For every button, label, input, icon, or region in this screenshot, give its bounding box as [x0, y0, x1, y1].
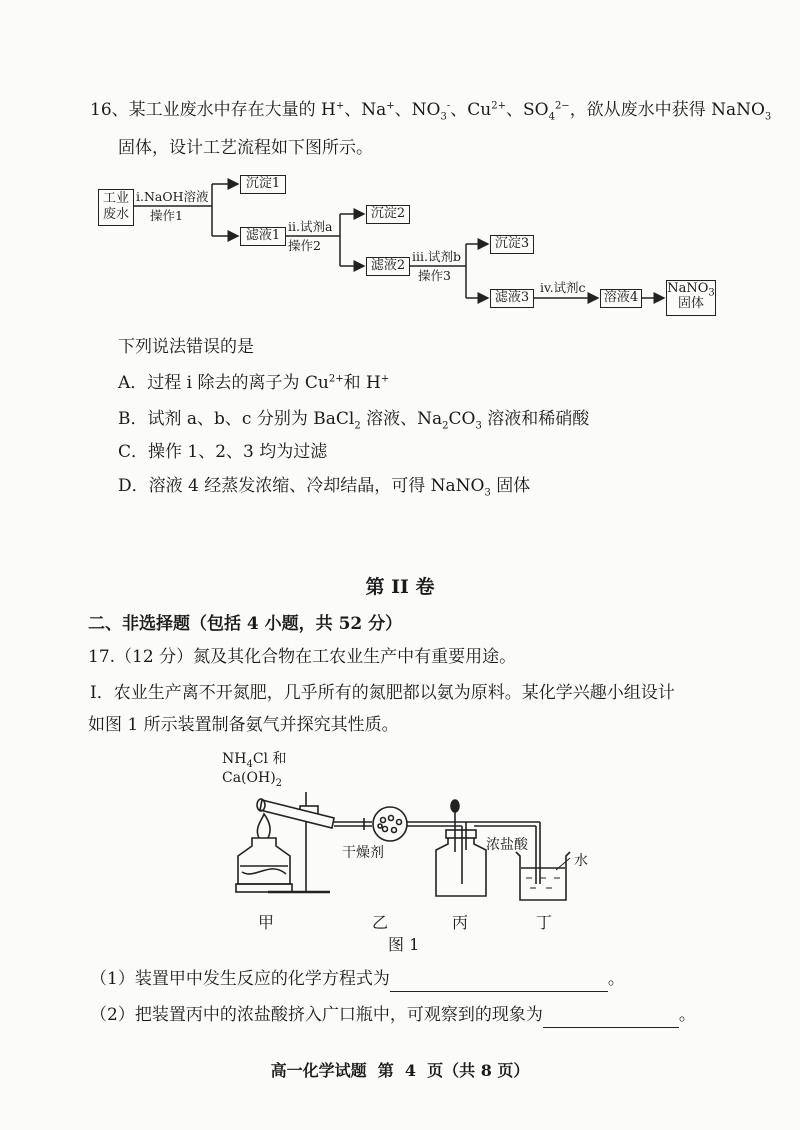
q16-option-b[interactable] [118, 407, 589, 431]
q16-stem-text: 、Na [344, 100, 387, 120]
box-nano3-subscript: 3 [708, 287, 715, 299]
page-footer: 高一化学试题 第 4 页（共 8 页） [270, 1061, 530, 1080]
q17-sub1-text: （1）装置甲中发生反应的化学方程式为 [90, 969, 390, 989]
q17-sub1-answer-blank[interactable] [390, 967, 608, 992]
step3-operation: 操作3 [418, 268, 451, 283]
box-solution-4: 溶液4 [600, 289, 642, 308]
part2-title: 第 II 卷 [365, 576, 435, 598]
step2-operation: 操作2 [288, 238, 321, 253]
no3-subscript: 3 [440, 111, 447, 123]
q16-stem-text: ，欲从废水中获得 NaNO [569, 100, 765, 120]
box-nano3-formula: NaNO [667, 281, 709, 296]
option-a-text: 和 H [343, 373, 381, 393]
reagent-nh4cl-label [222, 748, 286, 768]
q17-sub2 [90, 1003, 696, 1028]
no3-charge: - [446, 100, 451, 112]
step3-reagent: iii.试剂b [412, 249, 461, 264]
apparatus-label-yi: 乙 [372, 913, 389, 932]
step4-reagent: iv.试剂c [540, 280, 586, 295]
water-label: 水 [574, 853, 588, 869]
figure-1-caption: 图 1 [388, 935, 420, 954]
step1-operation: 操作1 [150, 208, 183, 223]
q17-intro-line1: Ⅰ．农业生产离不开氮肥，几乎所有的氮肥都以氨为原料。某化学兴趣小组设计 [90, 683, 675, 703]
option-b-text: 溶液、Na [360, 409, 443, 429]
process-flow-chart [0, 0, 800, 340]
q17-sub2-answer-blank[interactable] [543, 1003, 679, 1028]
q16-stem-text: 、SO [505, 100, 549, 120]
q16-stem-text: 、Cu [450, 100, 492, 120]
q16-stem-line2: 固体，设计工艺流程如下图所示。 [118, 138, 373, 158]
q17-sub2-end: 。 [678, 1005, 696, 1025]
option-d-text: 固体 [490, 476, 531, 496]
cu-ion-charge: 2+ [491, 100, 506, 112]
option-b-sub: 2 [354, 420, 361, 432]
q16-stem-text: 、NO [394, 100, 441, 120]
apparatus-label-ding: 丁 [536, 913, 553, 932]
na-ion-charge: + [386, 100, 395, 112]
conc-hcl-label: 浓盐酸 [486, 837, 528, 853]
part2-section-heading: 二、非选择题（包括 4 小题，共 52 分） [88, 614, 403, 634]
option-b-text: B．试剂 a、b、c 分别为 BaCl [118, 409, 355, 429]
reagent-nh4cl-text: Cl 和 [252, 751, 287, 767]
reagent-caoh2-text: Ca(OH) [222, 770, 276, 786]
h-ion-charge: + [335, 100, 345, 112]
option-b-sub: 3 [475, 420, 482, 432]
apparatus-label-bing: 丙 [452, 913, 469, 932]
box-filtrate-2: 滤液2 [366, 257, 410, 276]
q16-prompt: 下列说法错误的是 [118, 337, 254, 357]
option-b-text: 溶液和稀硝酸 [481, 409, 590, 429]
desiccant-label: 干燥剂 [342, 845, 384, 861]
box-industrial-wastewater [98, 189, 134, 226]
box-filtrate-3: 滤液3 [490, 289, 534, 308]
reagent-nh4cl-sub: 4 [246, 758, 253, 770]
option-d-sub: 3 [484, 487, 491, 499]
option-b-sub: 2 [442, 420, 449, 432]
option-b-text: CO [448, 409, 476, 429]
box-precipitate-1: 沉淀1 [240, 175, 286, 194]
option-a-sup: 2+ [328, 373, 344, 385]
reagent-nh4cl-text: NH [222, 751, 247, 767]
q16-option-c[interactable]: C．操作 1、2、3 均为过滤 [118, 442, 328, 462]
step1-reagent: i.NaOH溶液 [136, 189, 209, 204]
reagent-caoh2-label [222, 770, 283, 789]
so4-charge: 2− [554, 100, 570, 112]
box-filtrate-1: 滤液1 [240, 227, 286, 246]
q16-stem-text: 某工业废水中存在大量的 H [128, 100, 336, 120]
option-a-sup: + [380, 373, 390, 385]
step2-reagent: ii.试剂a [288, 219, 333, 234]
so4-subscript: 4 [548, 111, 555, 123]
apparatus-label-jia: 甲 [258, 913, 275, 932]
apparatus-drawing [0, 740, 800, 955]
box-nano3-solid [666, 280, 716, 316]
q16-number: 16、 [90, 100, 129, 120]
box-precipitate-2: 沉淀2 [366, 205, 410, 224]
q17-sub2-text: （2）把装置丙中的浓盐酸挤入广口瓶中，可观察到的现象为 [90, 1005, 543, 1025]
option-d-text: D．溶液 4 经蒸发浓缩、冷却结晶，可得 NaNO [118, 476, 485, 496]
box-industrial-wastewater-label: 工业废水 [102, 191, 129, 222]
option-a-text: A．过程 i 除去的离子为 Cu [118, 373, 329, 393]
reagent-caoh2-sub: 2 [275, 777, 283, 789]
box-precipitate-3: 沉淀3 [490, 235, 534, 254]
q16-option-d[interactable] [118, 474, 530, 498]
figure-1-apparatus [0, 740, 800, 955]
box-nano3-solid-label: 固体 [677, 296, 704, 311]
nano3-subscript: 3 [764, 111, 772, 123]
q17-sub1 [90, 967, 625, 992]
q17-header: 17.（12 分）氮及其化合物在工农业生产中有重要用途。 [88, 647, 517, 667]
q16-option-a[interactable] [118, 371, 389, 395]
q17-intro-line2: 如图 1 所示装置制备氨气并探究其性质。 [88, 715, 399, 735]
q17-sub1-end: 。 [607, 969, 625, 989]
